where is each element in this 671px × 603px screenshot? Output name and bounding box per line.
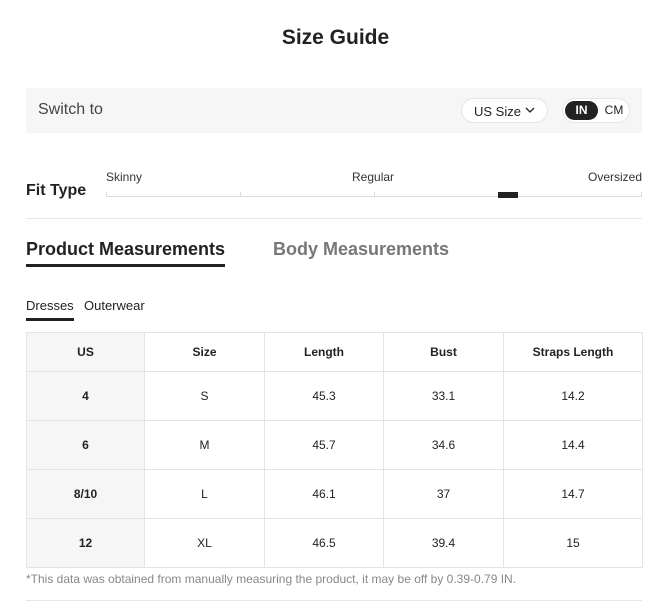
fit-tick: [374, 192, 375, 197]
cell-size: L: [145, 470, 265, 519]
tab-body-measurements[interactable]: Body Measurements: [273, 239, 450, 259]
cell-us: 6: [27, 421, 145, 470]
cell-length: 45.3: [265, 372, 384, 421]
header-bust: Bust: [384, 333, 504, 372]
subtab-dresses[interactable]: Dresses: [26, 298, 74, 321]
unit-switch-bar: [26, 88, 642, 133]
cell-us: 12: [27, 519, 145, 568]
fit-tick: [641, 192, 642, 197]
fit-option-skinny: Skinny: [106, 170, 143, 184]
cell-size: XL: [145, 519, 265, 568]
page-title: Size Guide: [281, 26, 390, 49]
cell-us: 8/10: [27, 470, 145, 519]
divider: [26, 600, 642, 601]
size-table: [26, 332, 643, 568]
size-system-label: US Size: [474, 104, 521, 119]
unit-toggle: [562, 98, 630, 123]
subtab-outerwear[interactable]: Outerwear: [84, 298, 145, 313]
cell-bust: 33.1: [384, 372, 504, 421]
tab-product-measurements[interactable]: Product Measurements: [26, 239, 225, 267]
header-us: US: [27, 333, 145, 372]
cell-length: 45.7: [265, 421, 384, 470]
unit-cm-button[interactable]: CM: [604, 103, 624, 117]
header-length: Length: [265, 333, 384, 372]
header-size: Size: [145, 333, 265, 372]
cell-bust: 39.4: [384, 519, 504, 568]
cell-size: M: [145, 421, 265, 470]
measurement-note: *This data was obtained from manually measuring the product, it may be off by 0.39-0.79 IN.: [26, 572, 517, 586]
switch-label: Switch to: [38, 101, 103, 118]
fit-type-label: Fit Type: [26, 182, 87, 199]
cell-length: 46.1: [265, 470, 384, 519]
cell-straps-length: 14.7: [504, 470, 643, 519]
cell-us: 4: [27, 372, 145, 421]
chevron-down-icon: [525, 107, 535, 114]
table-row: [27, 519, 643, 568]
cell-straps-length: 14.4: [504, 421, 643, 470]
cell-straps-length: 14.2: [504, 372, 643, 421]
cell-length: 46.5: [265, 519, 384, 568]
fit-option-oversized: Oversized: [588, 170, 643, 184]
header-straps-length: Straps Length: [504, 333, 643, 372]
fit-option-regular: Regular: [352, 170, 395, 184]
cell-bust: 37: [384, 470, 504, 519]
size-system-select[interactable]: [461, 98, 548, 123]
table-header-row: [27, 333, 643, 372]
unit-in-button[interactable]: IN: [565, 101, 598, 120]
divider: [26, 218, 642, 219]
fit-tick: [106, 192, 107, 197]
cell-bust: 34.6: [384, 421, 504, 470]
cell-size: S: [145, 372, 265, 421]
table-row: [27, 372, 643, 421]
fit-tick: [240, 192, 241, 197]
table-row: [27, 421, 643, 470]
fit-indicator: [498, 192, 518, 198]
table-row: [27, 470, 643, 519]
cell-straps-length: 15: [504, 519, 643, 568]
